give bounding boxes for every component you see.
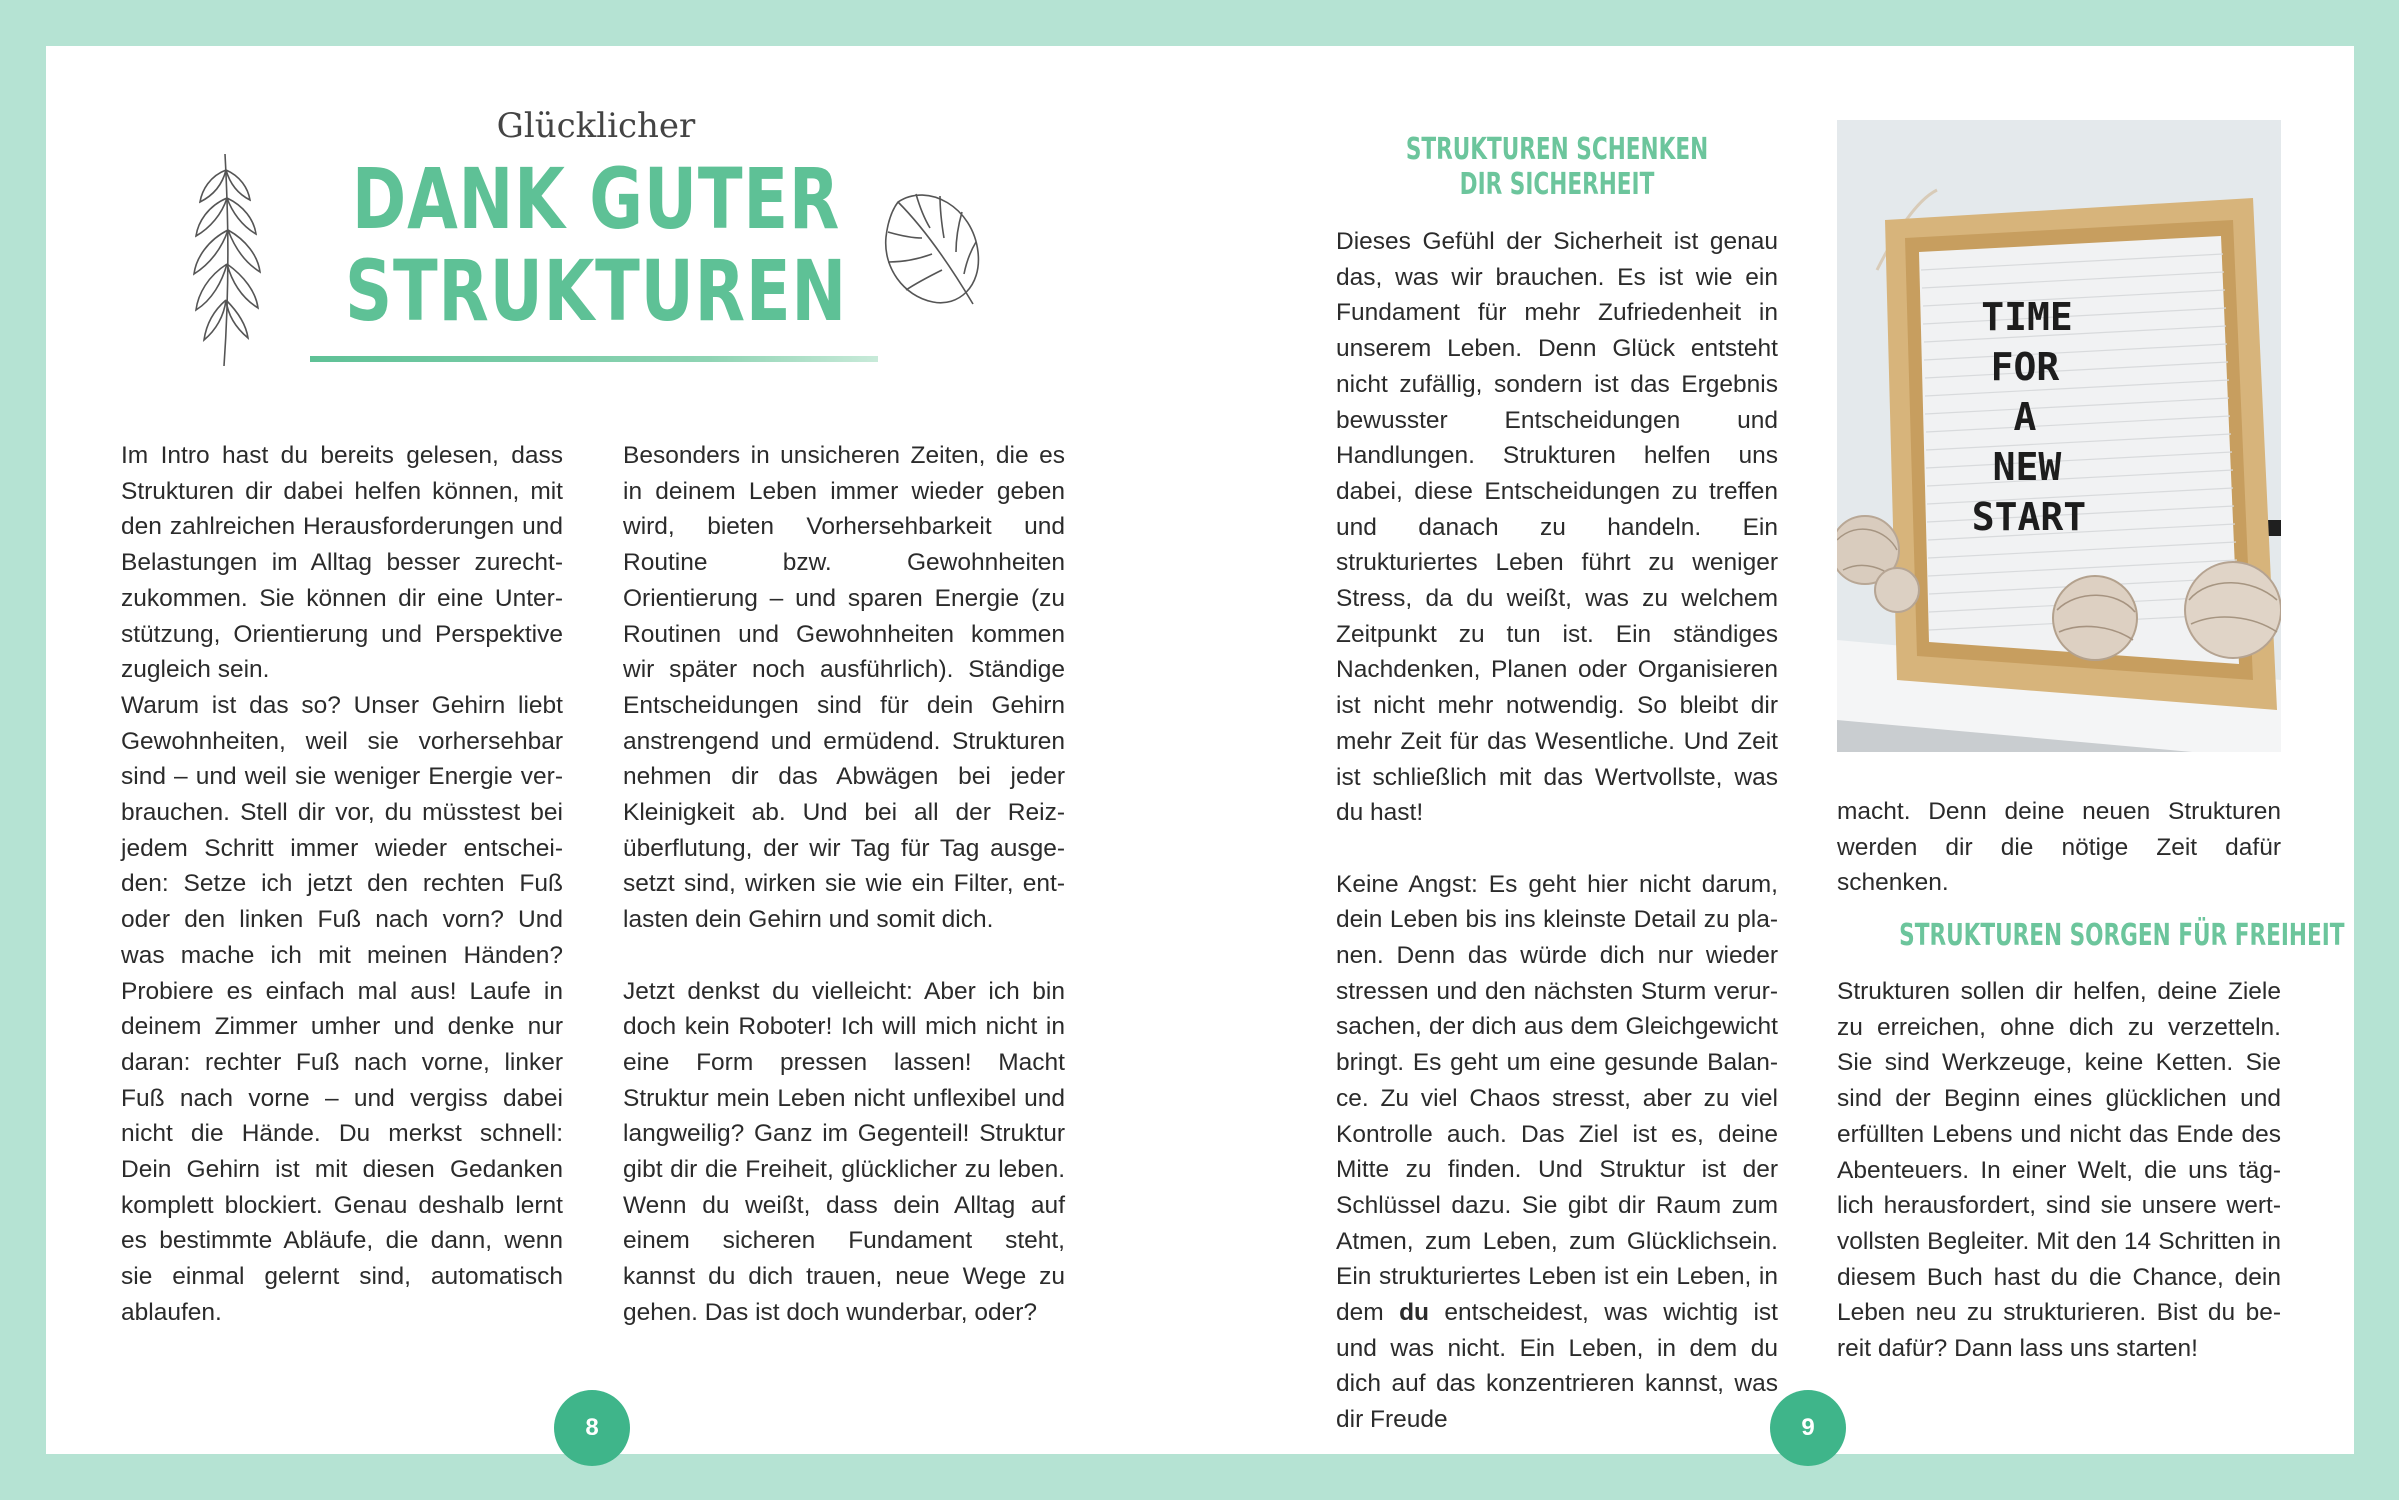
paragraph: Besonders in unsicheren Zeiten, die es in deinem Leben immer wieder geben wird, bieten Vorhersehbarkeit und Routine bzw. Gewohnheiten Orientierung – und sparen Energie (zu Routinen und Gewohnheiten kommen wir später noch ausführlich). Ständige Entscheidungen sind für dein Gehirn anstrengend und ermüdend. Strukturen nehmen dir das Abwägen bei jeder Kleinigkeit ab. Und bei all der Reizüberflutung, der wir Tag für Tag ausgesetzt sind, wirken sie wie ein Filter, entlasten dein Gehirn und somit dich. xyxy=(623,442,1065,934)
paragraph: Strukturen sollen dir helfen, deine Ziele zu erreichen, ohne dich zu verzetteln. Sie sind Werkzeuge, keine Ketten. Sie sind der Beginn eines glücklichen und erfüllten Lebens und nicht das Ende des Abenteuers. In einer Welt, die uns täglich herausfordert, sind sie unsere wertvollsten Begleiter. Mit den 14 Schritten in diesem Buch hast du die Chance, dein Leben neu zu strukturieren. Bist du bereit dafür? Dann lass uns starten! xyxy=(1837,978,2281,1363)
subhead-freiheit xyxy=(1899,918,2345,953)
page-number-left: 8 xyxy=(554,1390,630,1466)
page-number-right: 9 xyxy=(1770,1390,1846,1466)
title-kicker: Glücklicher xyxy=(496,106,696,146)
subhead-line: STRUKTUREN SORGEN FÜR FREIHEIT xyxy=(1899,918,2345,953)
paragraph xyxy=(1336,867,1778,1438)
paragraph-text: Keine Angst: Es geht hier nicht darum, dein Leben bis ins kleinste Detail zu planen. Denn das würde dich nur wieder stressen und den nächsten Sturm verursachen, der dich aus dem Gleichgewicht bringt. Es geht um eine gesunde Balance. Zu viel Chaos stresst, aber zu viel Kontrolle auch. Das Ziel ist es, deine Mitte zu finden. Und Struktur ist der Schlüssel dazu. Sie gibt dir Raum zum Atmen, zum Leben, zum Glücklichsein. Ein strukturiertes Leben ist ein Leben, in dem xyxy=(1336,870,1778,1327)
paragraph-text: entscheidest, was wichtig ist und was nicht. Ein Leben, in dem du dich auf das konzentrieren kannst, was dir Freude xyxy=(1336,1299,1778,1434)
body-column-3 xyxy=(1336,224,1778,1438)
body-column-2 xyxy=(623,438,1065,1331)
subhead-line: DIR SICHERHEIT xyxy=(1459,167,1655,202)
sign-line: FOR xyxy=(1990,345,2060,389)
emphasis: du xyxy=(1399,1299,1430,1327)
body-column-4 xyxy=(1837,794,2281,901)
title-line-2: STRUKTUREN xyxy=(344,242,848,340)
paragraph: Dieses Gefühl der Sicherheit ist genau das, was wir brauchen. Es ist wie ein Fundament für mehr Zufriedenheit in unserem Leben. Denn Glück entsteht nicht zufällig, sondern ist das Ergebnis bewusster Entscheidungen und Handlungen. Strukturen helfen uns dabei, diese Entscheidungen zu treffen und danach zu handeln. Ein strukturiertes Leben führt zu weniger Stress, da du weißt, was zu welchem Zeitpunkt zu tun ist. Ein ständiges Nachdenken, Planen oder Organisieren ist nicht mehr notwendig. So bleibt dir mehr Zeit für das Wesentliche. Und Zeit ist schließlich mit das Wertvollste, was du hast! xyxy=(1336,228,1778,827)
paragraph: Im Intro hast du bereits gelesen, dass Strukturen dir dabei helfen können, mit den zahlreichen Herausforderungen und Belastungen im Alltag besser zurechtzukommen. Sie können dir eine Unterstützung, Orientierung und Perspektive zugleich sein. xyxy=(121,442,563,684)
letterboard-photo xyxy=(1837,120,2281,752)
title-line-1: DANK GUTER xyxy=(351,150,841,248)
subhead-sicherheit xyxy=(1398,132,1716,202)
photo-illustration xyxy=(1837,120,2281,752)
body-column-4b xyxy=(1837,974,2281,1367)
sign-line: NEW xyxy=(1992,445,2062,489)
paragraph: macht. Denn deine neuen Strukturen werden dir die nötige Zeit dafür schenken. xyxy=(1837,798,2281,897)
body-column-1 xyxy=(121,438,563,1331)
paragraph: Jetzt denkst du vielleicht: Aber ich bin doch kein Roboter! Ich will mich nicht in eine Form pressen lassen! Macht Struktur mein Leben nicht unflexibel und langweilig? Ganz im Gegenteil! Struktur gibt dir die Freiheit, glücklicher zu leben. Wenn du weißt, dass dein Alltag auf einem sicheren Fundament steht, kannst du dich trauen, neue Wege zu gehen. Das ist doch wunderbar, oder? xyxy=(623,977,1065,1326)
subhead-line: STRUKTUREN SCHENKEN xyxy=(1405,132,1709,167)
sign-line: TIME xyxy=(1981,295,2073,339)
sign-line: A xyxy=(2013,395,2037,439)
paragraph: Warum ist das so? Unser Gehirn liebt Gewohnheiten, weil sie vorhersehbar sind – und weil sie weniger Energie verbrauchen. Stell dir vor, du müsstest bei jedem Schritt immer wieder entscheiden: Setze ich jetzt den rechten Fuß oder den linken Fuß nach vorn? Und was mache ich mit meinen Händen? Probiere es einfach mal aus! Laufe in deinem Zimmer umher und denke nur daran: rechter Fuß nach vorne, linker Fuß nach vorne – und vergiss dabei nicht die Hände. Du merkst schnell: Dein Gehirn ist mit diesen Gedanken komplett blockiert. Genau deshalb lernt es bestimmte Abläufe, die dann, wenn sie einmal gelernt sind, automatisch ablaufen. xyxy=(121,691,563,1326)
title-block xyxy=(246,0,946,400)
sign-line: START xyxy=(1971,495,2087,539)
title-underline xyxy=(310,356,878,362)
